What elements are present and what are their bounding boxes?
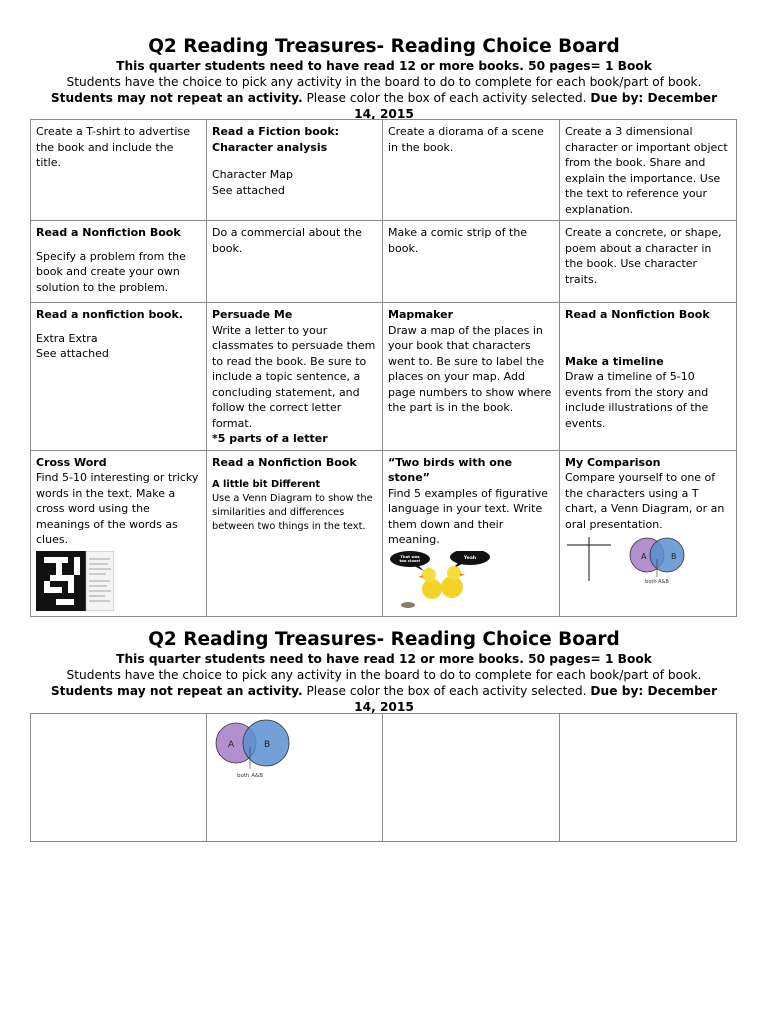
- cell-venn-large[interactable]: [207, 714, 383, 842]
- cell-commercial[interactable]: Do a commercial about the book.: [207, 221, 383, 303]
- svg-text:Yeah: Yeah: [463, 555, 477, 561]
- crossword-image: [36, 551, 114, 611]
- cell-concrete-poem[interactable]: Create a concrete, or shape, poem about a character in the book. Use character traits.: [560, 221, 737, 303]
- subtitle: This quarter students need to have read 12 or more books. 50 pages= 1 Book: [116, 59, 652, 73]
- chick-1: [422, 579, 442, 599]
- subtitle-2: This quarter students need to have read 12 or more books. 50 pages= 1 Book: [116, 652, 652, 666]
- cell-nonfiction-problem[interactable]: Read a Nonfiction Book Specify a problem from the book and create your own solution to the problem.: [31, 221, 207, 303]
- stone: [401, 602, 415, 608]
- cell-two-birds[interactable]: “Two birds with one stone” Find 5 examples of figurative language in your text. Write them down and their meaning. That was too close! Yeah: [383, 450, 560, 616]
- svg-text:A: A: [228, 740, 235, 750]
- table-row: [31, 221, 737, 303]
- board2-header: [0, 629, 768, 715]
- cell-my-comparison[interactable]: My Comparison Compare yourself to one of the characters using a T chart, a Venn Diagram, or an oral presentation. A B both A&B: [560, 450, 737, 616]
- cell-persuade-me[interactable]: Persuade Me Write a letter to your classmates to persuade them to read the book. Be sure to include a topic sentence, a concluding statement, and follow the correct letter format. *5 parts of a letter: [207, 303, 383, 451]
- board1-header: [0, 36, 768, 122]
- choice-board-table: [30, 119, 737, 617]
- empty-cell[interactable]: [31, 714, 207, 842]
- cell-extra-extra[interactable]: Read a nonfiction book. Extra Extra See attached: [31, 303, 207, 451]
- cell-cross-word[interactable]: Cross Word Find 5-10 interesting or tricky words in the text. Make a cross word using the meanings of the words as clues.: [31, 450, 207, 616]
- cell-timeline[interactable]: Read a Nonfiction Book Make a timeline Draw a timeline of 5-10 events from the story and include illustrations of the events.: [560, 303, 737, 451]
- svg-text:too close!: too close!: [399, 557, 421, 563]
- instructions: Students have the choice to pick any activity in the board to do to complete for each book/part of book. Students may not repeat an activity. Please color the box of each activity selected. Due by: December 14, 2015: [50, 75, 718, 121]
- table-row: [31, 303, 737, 451]
- cell-tshirt[interactable]: Create a T-shirt to advertise the book and include the title.: [31, 120, 207, 221]
- svg-text:B: B: [671, 552, 677, 561]
- instructions-2: Students have the choice to pick any activity in the board to do to complete for each book/part of book. Students may not repeat an activity. Please color the box of each activity selected. Due by: December 14, 2015: [50, 668, 718, 714]
- cell-3d-character[interactable]: Create a 3 dimensional character or important object from the book. Share and explain the importance. Use the text to reference your explanation.: [560, 120, 737, 221]
- chicks-illustration: [388, 551, 498, 613]
- svg-text:both A&B: both A&B: [645, 579, 669, 585]
- svg-text:B: B: [264, 740, 271, 750]
- t-chart-icon: [565, 535, 613, 583]
- cell-comic-strip[interactable]: Make a comic strip of the book.: [383, 221, 560, 303]
- page-title-2: Q2 Reading Treasures- Reading Choice Board: [148, 629, 620, 650]
- table-row: [31, 714, 737, 842]
- page-title: Q2 Reading Treasures- Reading Choice Board: [148, 36, 620, 57]
- empty-cell[interactable]: [560, 714, 737, 842]
- empty-cell[interactable]: [383, 714, 560, 842]
- table-row: [31, 120, 737, 221]
- svg-text:That was: That was: [400, 553, 420, 559]
- cell-mapmaker[interactable]: Mapmaker Draw a map of the places in your book that characters went to. Be sure to label the places on your map. Add page numbers to show where the part is in the book.: [383, 303, 560, 451]
- svg-text:both A&B: both A&B: [236, 773, 264, 779]
- cell-diorama[interactable]: Create a diorama of a scene in the book.: [383, 120, 560, 221]
- cell-character-analysis[interactable]: Read a Fiction book: Character analysis Character Map See attached: [207, 120, 383, 221]
- svg-text:A: A: [641, 552, 647, 561]
- table-row: [31, 450, 737, 616]
- venn-diagram-small: [623, 535, 695, 589]
- choice-board-table-2: [30, 713, 737, 842]
- venn-diagram-large: [212, 719, 296, 781]
- cell-venn-nonfiction[interactable]: Read a Nonfiction Book A little bit Different Use a Venn Diagram to show the similarities and differences between two things in the text.: [207, 450, 383, 616]
